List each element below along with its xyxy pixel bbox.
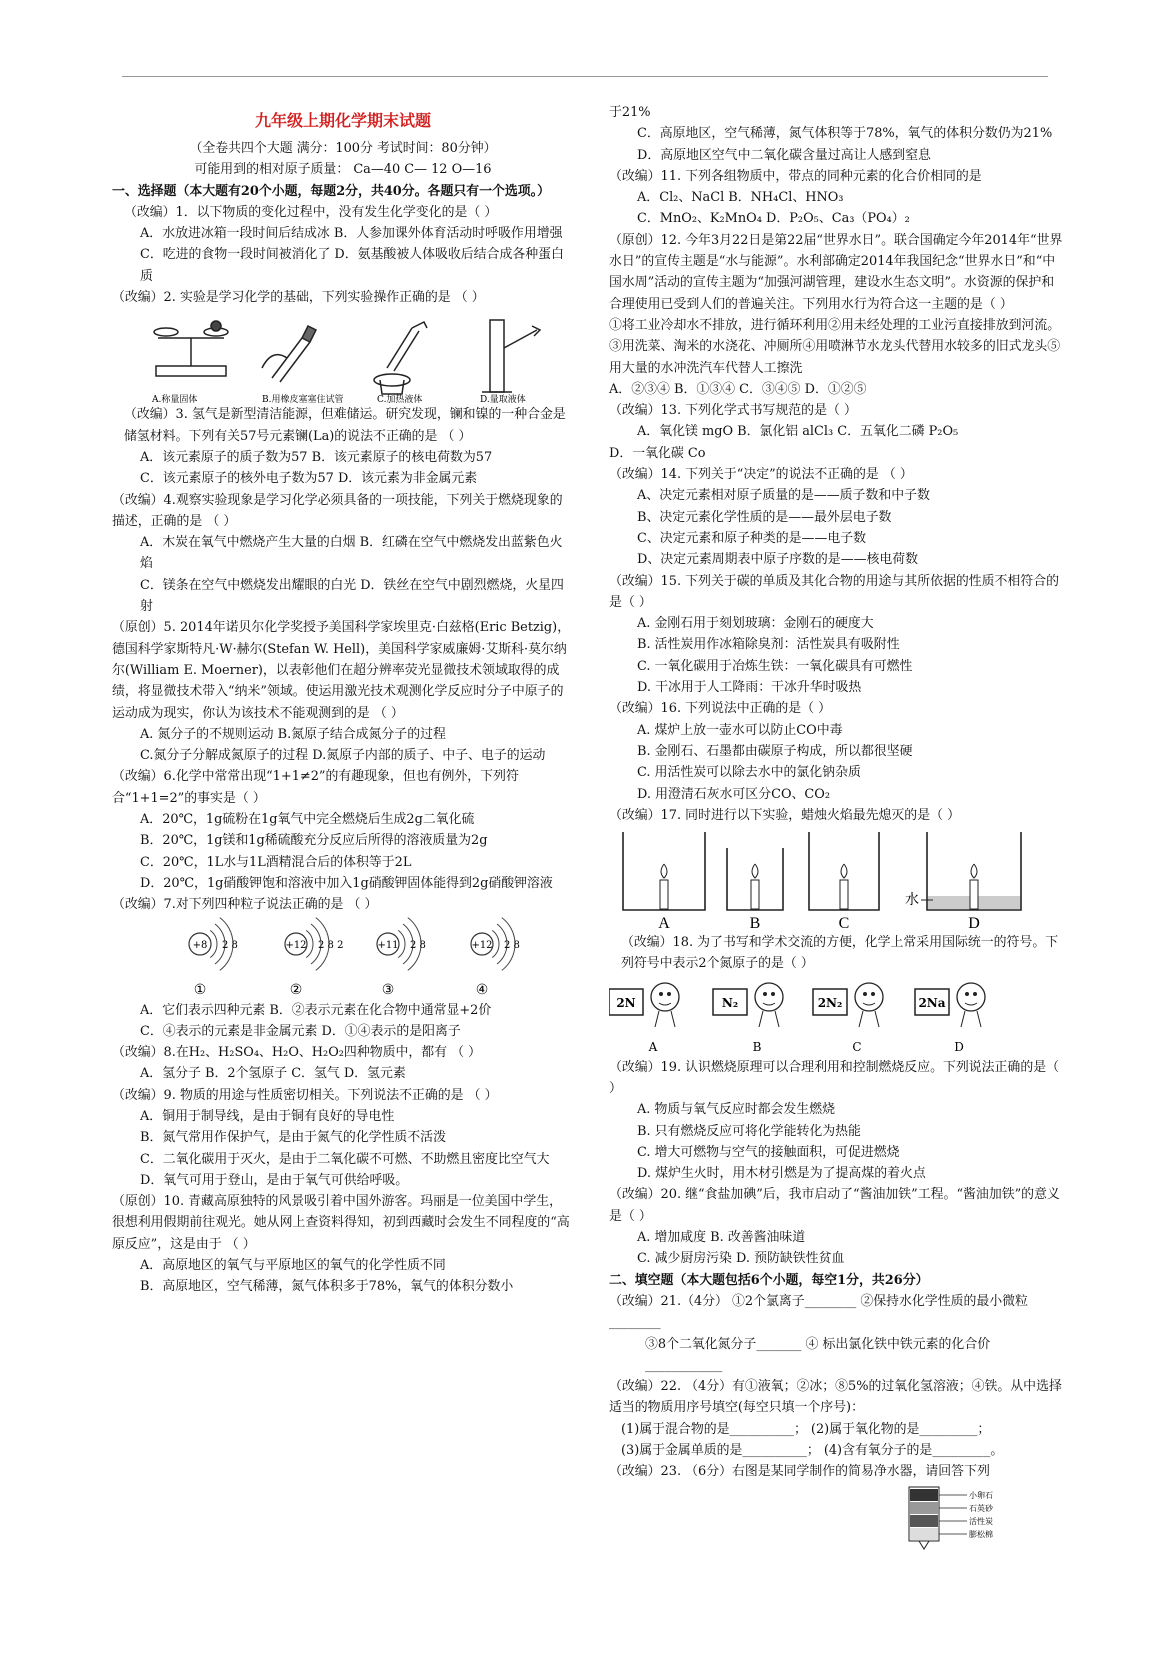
particle-structure-drawing	[112, 916, 574, 1000]
flame-icon	[661, 864, 667, 878]
flame-icon	[971, 864, 977, 878]
q9-stem: （改编）9. 物质的用途与性质密切相关。下列说法不正确的是 （ ）	[112, 1087, 498, 1103]
layer-label: 活性炭	[969, 1516, 993, 1526]
particle-label: ②	[289, 981, 303, 998]
symbol-card-D	[915, 983, 985, 1054]
cartoon-legs	[961, 1011, 981, 1027]
filter-bottle	[909, 1487, 994, 1549]
card-symbol: 2N₂	[817, 995, 843, 1010]
q9-option-c: C．二氧化碳用于灭火，是由于二氧化碳不可燃、不助燃且密度比空气大	[140, 1151, 550, 1167]
q20-options-cd: C. 减少厨房污染 D. 预防缺铁性贫血	[637, 1251, 845, 1267]
q18-symbol-figure	[609, 975, 1063, 1057]
cartoon-eye	[771, 992, 775, 996]
q16-option-d: D. 用澄清石灰水可区分CO、CO₂	[637, 786, 831, 802]
q1-options-cd: C．吃进的食物一段时间被消化了 D．氨基酸被人体吸收后结合成各种蛋白质	[140, 247, 564, 284]
section-1-heading: 一、选择题（本大题有20个小题，每题2分，共40分。各题只有一个选项。）	[112, 183, 551, 199]
card-label: C	[852, 1039, 862, 1054]
q10-option-b: B．高原地区，空气稀薄，氮气体积多于78%，氧气的体积分数小	[140, 1279, 514, 1295]
cartoon-head-icon	[755, 983, 783, 1011]
q10-stem: （原创）10. 青藏高原独特的风景吸引着中国外游客。玛丽是一位美国中学生，很想利用假期前往观光。她从网上查资料得知，初到西藏时会发生不同程度的“高原反应”，这是由于 （ ）	[112, 1194, 570, 1252]
exp-caption-a: A.称量固体	[152, 395, 198, 405]
q8-options: A．氢分子 B．2个氢原子 C．氢气 D．氢元素	[140, 1066, 406, 1082]
q3-options-ab: A．该元素原子的质子数为57 B．该元素原子的核电荷数为57	[140, 449, 493, 465]
cartoon-legs	[759, 1011, 779, 1027]
cartoon-head-icon	[651, 983, 679, 1011]
water-label: 水	[905, 892, 919, 909]
filter-layer	[910, 1528, 938, 1540]
cylinder-drawing	[482, 320, 540, 392]
shell-electrons: 2 8	[410, 939, 426, 951]
q3-options-cd: C．该元素原子的核外电子数为57 D．该元素为非金属元素	[140, 471, 478, 487]
q9-option-a: A．铜用于制导线，是由于铜有良好的导电性	[140, 1108, 395, 1124]
cartoon-eye	[965, 992, 969, 996]
q13-options-abc: A．氧化镁 mgO B．氯化铝 alCl₃ C．五氧化二磷 P₂O₅	[637, 424, 959, 440]
nucleus-charge: +12	[285, 939, 307, 951]
water-filter-drawing	[609, 1483, 1063, 1553]
q15-option-c: C. 一氧化碳用于冶炼生铁：一氧化碳具有可燃性	[637, 658, 913, 674]
candle-body	[840, 880, 848, 909]
q23-stem: （改编）23. （6分）右图是某同学制作的简易净水器，请回答下列	[609, 1464, 990, 1480]
filter-layer	[910, 1489, 938, 1501]
q14-option-b: B、决定元素化学性质的是——最外层电子数	[637, 509, 892, 525]
q3-stem: （改编）3. 氢气是新型清洁能源，但难储运。研究发现，镧和镍的一种合金是储氢材料。下列有关57号元素镧(La)的说法不正确的是 （ ）	[124, 407, 566, 444]
q11-stem: （改编）11. 下列各组物质中，带点的同种元素的化合价相同的是	[609, 168, 982, 184]
q15-option-a: A. 金刚石用于刻划玻璃：金刚石的硬度大	[637, 616, 874, 632]
q13-option-d: D．一氧化碳 Co	[609, 445, 706, 461]
candle-body	[751, 880, 759, 909]
symbol-card-A	[609, 983, 679, 1054]
q5-options-cd: C.氮分子分解成氮原子的过程 D.氮原子内部的质子、中子、电子的运动	[140, 748, 546, 764]
cartoon-eye	[871, 992, 875, 996]
test-tube-stopper-drawing	[262, 326, 316, 382]
beaker-B	[727, 848, 783, 932]
cartoon-legs	[655, 1011, 675, 1027]
balance-drawing	[154, 321, 228, 376]
q23-water-filter-figure	[609, 1483, 1063, 1553]
shell-electrons: 2 8	[222, 939, 238, 951]
beaker-label: C	[838, 915, 850, 933]
q5-options-ab: A. 氮分子的不规则运动 B.氮原子结合成氮分子的过程	[140, 726, 446, 742]
nucleus-charge: +8	[192, 939, 208, 951]
card-label: B	[752, 1039, 762, 1054]
card-label: D	[954, 1039, 964, 1054]
q16-option-a: A. 煤炉上放一壶水可以防止CO中毒	[637, 722, 843, 738]
page-title: 九年级上期化学期末试题	[254, 111, 431, 130]
beaker-A	[623, 832, 705, 932]
q15-option-b: B. 活性炭用作冰箱除臭剂：活性炭具有吸附性	[637, 637, 900, 653]
card-label: A	[648, 1039, 658, 1054]
layer-label: 膨松棉	[969, 1529, 993, 1539]
beaker-C	[809, 832, 879, 932]
exp-caption-b: B.用橡皮塞塞住试管	[262, 395, 344, 405]
q10-option-c: C．高原地区，空气稀薄，氮气体积等于78%，氧气的体积分数仍为21%	[637, 126, 1053, 142]
q6-option-a: A．20℃，1g硫粉在1g氧气中完全燃烧后生成2g二氧化硫	[140, 812, 475, 828]
q11-options-cd: C．MnO₂、K₂MnO₄ D．P₂O₅、Ca₃（PO₄）₂	[637, 211, 910, 227]
cartoon-head-icon	[855, 983, 883, 1011]
cartoon-eye	[667, 992, 671, 996]
shell-electrons: 2 8 2	[318, 939, 344, 951]
q16-option-b: B. 金刚石、石墨都由碳原子构成，所以都很坚硬	[637, 743, 913, 759]
particle-1	[189, 917, 238, 997]
q15-stem: （改编）15. 下列关于碳的单质及其化合物的用途与其所依据的性质不相符合的是（ ）	[609, 573, 1059, 610]
q9-option-d: D．氧气可用于登山，是由于氧气可供给呼吸。	[140, 1172, 409, 1188]
filter-layer	[910, 1515, 938, 1527]
q11-options-ab: A．Cl₂、NaCl B．NH₄Cl、HNO₃	[637, 190, 844, 206]
symbol-card-B	[713, 983, 783, 1054]
symbol-cards-drawing	[609, 975, 1063, 1057]
beaker-label: D	[968, 915, 980, 933]
beaker-D	[927, 832, 1021, 932]
q22-blanks-2: (3)属于金属单质的是__________； (4)含有氧分子的是_________。	[621, 1443, 1004, 1459]
cartoon-eye	[973, 992, 977, 996]
section-2-heading: 二、填空题（本大题包括6个小题，每空1分，共26分）	[609, 1272, 929, 1288]
exam-info: （全卷共四个大题 满分：100分 考试时间：80分钟）	[189, 141, 497, 156]
beaker-label: A	[658, 915, 670, 933]
particle-label: ③	[381, 981, 395, 998]
q14-option-a: A、决定元素相对原子质量的是——质子数和中子数	[637, 488, 930, 504]
beaker-label: B	[749, 915, 761, 933]
particle-2	[285, 917, 343, 997]
particle-3	[377, 917, 426, 997]
exp-caption-d: D.量取液体	[480, 395, 526, 405]
q15-option-d: D. 干冰用于人工降雨：干冰升华时吸热	[637, 680, 862, 696]
q20-options-ab: A. 增加咸度 B. 改善酱油味道	[637, 1230, 806, 1246]
bottle-nozzle	[919, 1541, 929, 1549]
q14-option-c: C、决定元素和原子种类的是——电子数	[637, 530, 867, 546]
candle-beakers-drawing	[609, 826, 1063, 932]
layer-label: 石英砂	[969, 1503, 993, 1513]
q10-option-d: D．高原地区空气中二氧化碳含量过高让人感到窒息	[637, 147, 931, 163]
q22-blanks-1: (1)属于混合物的是__________； (2)属于氧化物的是_________；	[621, 1421, 991, 1437]
atomic-masses: 可能用到的相对原子质量： Ca—40 C— 12 O—16	[194, 162, 492, 178]
particle-label: ④	[475, 981, 489, 998]
q17-stem: （改编）17. 同时进行以下实验，蜡烛火焰最先熄灭的是（ ）	[609, 807, 960, 823]
q19-option-a: A. 物质与氧气反应时都会发生燃烧	[637, 1102, 835, 1118]
q2-experiment-figure	[112, 308, 574, 404]
q1-stem: （改编）1．以下物质的变化过程中，没有发生化学变化的是（ ）	[124, 204, 498, 220]
q7-particle-figure	[112, 916, 574, 1000]
q16-stem: （改编）16. 下列说法中正确的是（ ）	[609, 701, 832, 717]
exp-caption-c: C.加热液体	[377, 395, 423, 405]
q12-stem: （原创）12. 今年3月22日是第22届“世界水日”。联合国确定今年2014年“世界水日”的宣传主题是“水与能源”。水利部确定2014年我国纪念“世界水日”和“中国水周”活动的宣传主题为“加强河湖管理，建设水生态文明”。水资源的保护和合理使用已受到人们的普遍关注。下列用水行为符合这一主题的是（ ）	[609, 232, 1063, 312]
q6-option-d: D．20℃，1g硝酸钾饱和溶液中加入1g硝酸钾固体能得到2g硝酸钾溶液	[140, 875, 553, 891]
nucleus-charge: +12	[471, 939, 493, 951]
heating-liquid-drawing	[374, 322, 427, 394]
q9-option-b: B．氮气常用作保护气，是由于氮气的化学性质不活泼	[140, 1130, 446, 1146]
cartoon-eye	[763, 992, 767, 996]
candle-body	[970, 880, 978, 909]
candle-body	[660, 880, 668, 909]
lab-operations-drawing	[112, 308, 574, 404]
cartoon-head-icon	[957, 983, 985, 1011]
card-symbol: 2N	[616, 995, 636, 1010]
particle-label: ①	[193, 981, 207, 998]
symbol-card-C	[813, 983, 883, 1054]
flame-icon	[841, 864, 847, 878]
shell-electrons: 2 8	[504, 939, 520, 951]
q4-options-ab: A．木炭在氧气中燃烧产生大量的白烟 B．红磷在空气中燃烧发出蓝紫色火焰	[140, 535, 563, 572]
q6-stem: （改编）6.化学中常常出现“1+1≠2”的有趣现象，但也有例外，下列符合“1+1=2”的事实是（ ）	[112, 769, 519, 806]
q6-option-b: B．20℃，1g镁和1g稀硫酸充分反应后所得的溶液质量为2g	[140, 833, 488, 849]
q4-stem: （改编）4.观察实验现象是学习化学必须具备的一项技能，下列关于燃烧现象的描述，正确的是 （ ）	[112, 492, 563, 529]
q14-option-d: D、决定元素周期表中原子序数的是——核电荷数	[637, 552, 919, 568]
q7-stem: （改编）7.对下列四种粒子说法正确的是 （ ）	[112, 897, 378, 913]
right-column	[609, 102, 1063, 1553]
q1-options-ab: A．水放进冰箱一段时间后结成冰 B．人参加课外体育活动时呼吸作用增强	[140, 226, 563, 242]
q13-stem: （改编）13. 下列化学式书写规范的是（ ）	[609, 403, 857, 419]
top-rule	[122, 76, 1048, 77]
q18-stem: （改编）18. 为了书写和学术交流的方便，化学上常采用国际统一的符号。下列符号中表示2个氮原子的是（ ）	[621, 935, 1059, 972]
q22-stem: （改编）22. （4分）有①液氧；②冰；⑧5%的过氧化氢溶液；④铁。从中选择适当的物质用序号填空(每空只填一个序号)：	[609, 1379, 1062, 1416]
flame-icon	[752, 864, 758, 878]
q7-options-ab: A．它们表示四种元素 B．②表示元素在化合物中通常显+2价	[140, 1002, 492, 1018]
cartoon-eye	[659, 992, 663, 996]
q2-stem: （改编）2. 实验是学习化学的基础，下列实验操作正确的是 （ ）	[112, 290, 485, 306]
q20-stem: （改编）20. 继“食盐加碘”后，我市启动了“酱油加铁”工程。“酱油加铁”的意义是（ ）	[609, 1187, 1060, 1224]
q19-option-b: B. 只有燃烧反应可将化学能转化为热能	[637, 1123, 861, 1139]
q17-candle-figure	[609, 826, 1063, 932]
q19-option-c: C. 增大可燃物与空气的接触面积，可促进燃烧	[637, 1144, 900, 1160]
cartoon-eye	[863, 992, 867, 996]
q19-option-d: D. 煤炉生火时，用木材引燃是为了提高煤的着火点	[637, 1166, 926, 1182]
q21-line1: （改编）21.（4分） ①2个氯离子________ ②保持水化学性质的最小微粒________	[609, 1293, 1028, 1331]
q10-option-b-cont: 于21%	[609, 105, 651, 120]
q12-statements: ①将工业冷却水不排放，进行循环利用②用未经处理的工业污直接排放到河流。③用洗菜、淘米的水浇花、冲厕所④用喷淋节水龙头代替用水较多的旧式龙头⑤用大量的水冲洗汽车代替人工擦洗	[609, 317, 1061, 376]
nucleus-charge: +11	[377, 939, 399, 951]
left-column	[112, 102, 574, 1298]
q16-option-c: C. 用活性炭可以除去水中的氯化钠杂质	[637, 765, 861, 781]
cartoon-legs	[859, 1011, 879, 1027]
q7-options-cd: C．④表示的元素是非金属元素 D．①④表示的是阳离子	[140, 1023, 461, 1039]
q8-stem: （改编）8.在H₂、H₂SO₄、H₂O、H₂O₂四种物质中，都有 （ ）	[112, 1045, 482, 1061]
q10-option-a: A．高原地区的氧气与平原地区的氧气的化学性质不同	[140, 1258, 446, 1274]
q5-stem: （原创）5. 2014年诺贝尔化学奖授予美国科学家埃里克·白兹格(Eric Betzig)，德国科学家斯特凡·W·赫尔(Stefan W. Hell)，美国科学家威廉姆·艾斯科·莫尔纳尔(William E. Moerner)，以表彰他们在超分辨率荧光显微技术领域取得的成绩，将显微技术带入“纳米”领域。使运用激光技术观测化学反应时分子中原子的运动成为现实，你认为该技术不能观测到的是 （ ）	[112, 620, 571, 721]
particle-4	[471, 917, 520, 997]
q4-options-cd: C．镁条在空气中燃烧发出耀眼的白光 D．铁丝在空气中剧烈燃烧，火星四射	[140, 577, 564, 615]
q21-line2: ③8个二氧化氮分子_______ ④ 标出氯化铁中铁元素的化合价____________	[645, 1336, 991, 1373]
filter-layer	[910, 1502, 938, 1514]
q19-stem: （改编）19. 认识燃烧原理可以合理利用和控制燃烧反应。下列说法正确的是（ ）	[609, 1059, 1059, 1096]
q12-options: A．②③④ B．①③④ C．③④⑤ D．①②⑤	[609, 381, 867, 397]
layer-label: 小卵石	[969, 1490, 993, 1500]
card-symbol: 2Na	[918, 995, 946, 1010]
q6-option-c: C．20℃，1L水与1L酒精混合后的体积等于2L	[140, 854, 412, 870]
q14-stem: （改编）14. 下列关于“决定”的说法不正确的是 （ ）	[609, 467, 913, 483]
card-symbol: N₂	[721, 995, 739, 1010]
